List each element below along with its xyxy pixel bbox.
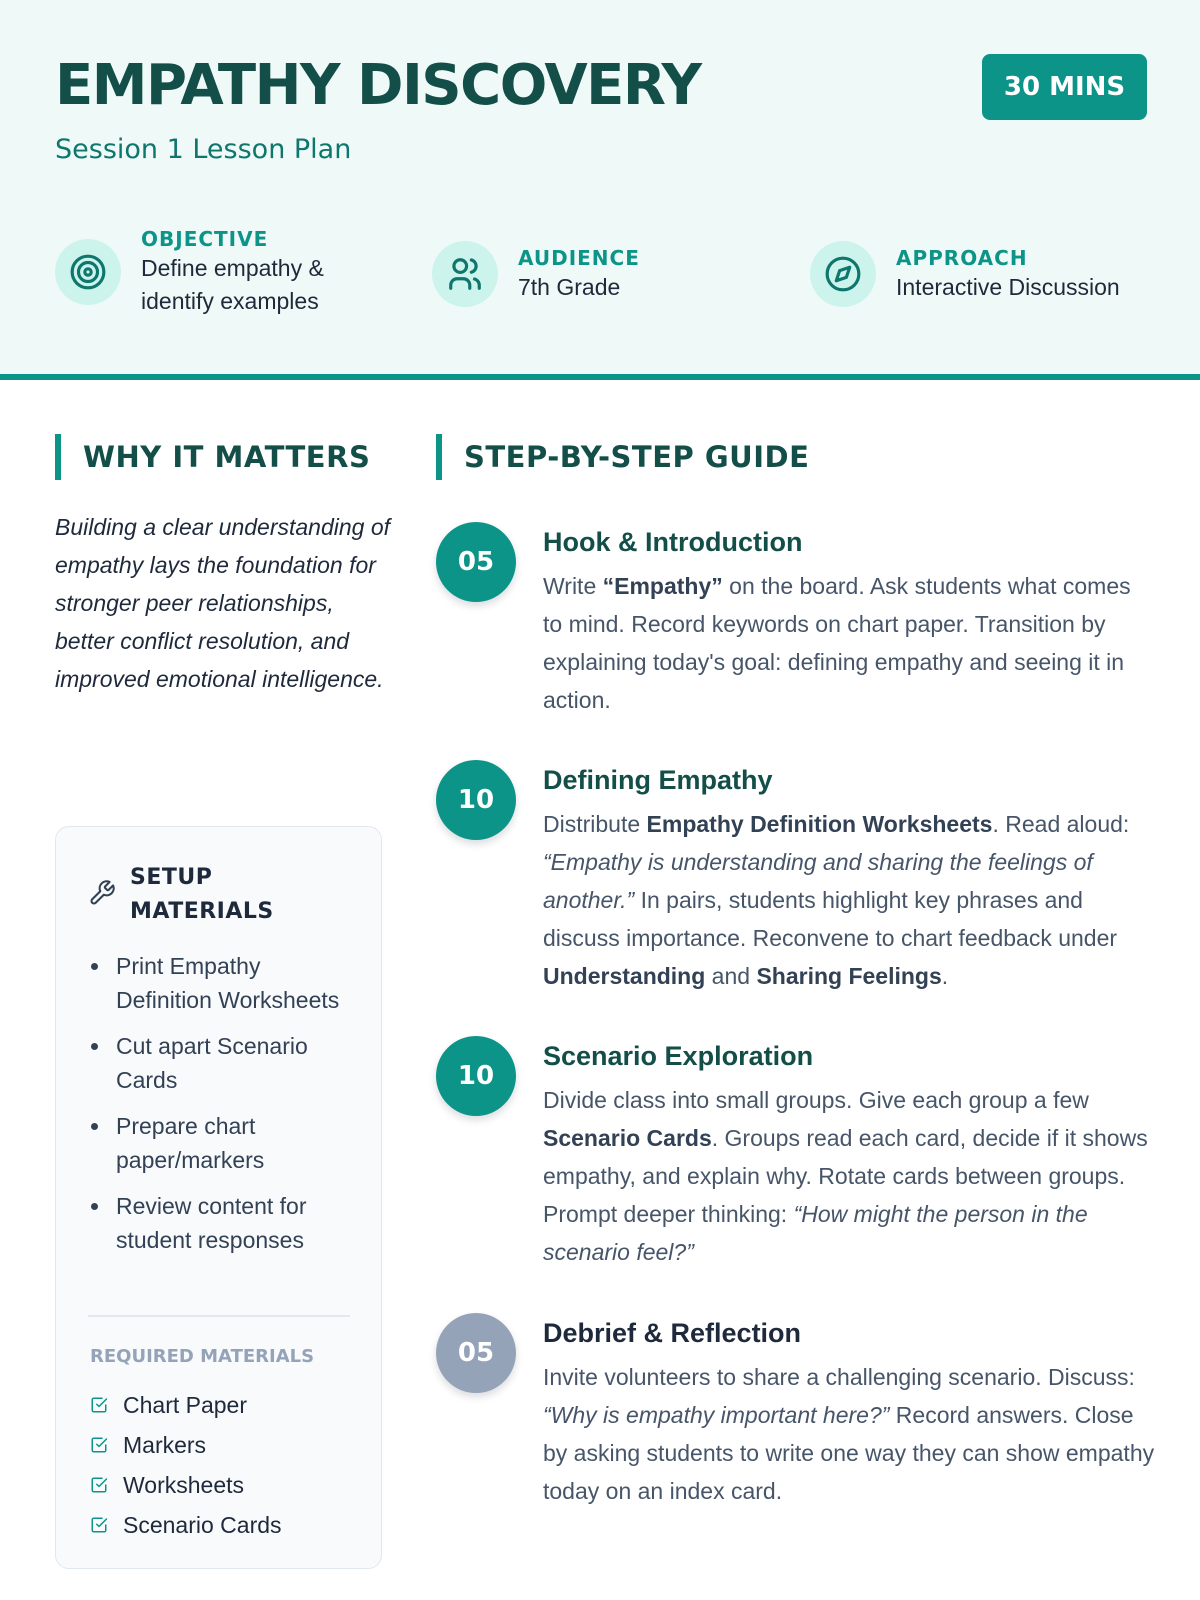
material-label: Worksheets: [123, 1471, 245, 1498]
checkbox-icon: [90, 1476, 108, 1494]
step-minutes-badge: 05: [436, 1313, 516, 1393]
meta-objective: [55, 226, 361, 318]
guide-heading: STEP-BY-STEP GUIDE: [436, 434, 809, 480]
required-materials-label: REQUIRED MATERIALS: [90, 1346, 315, 1367]
step-body: Write “Empathy” on the board. Ask students what comes to mind. Record keywords on chart paper. Transition by explaining today's goal: defining empathy and seeing it in action.: [543, 573, 1131, 713]
users-icon: [432, 241, 498, 307]
meta-label: OBJECTIVE: [141, 227, 269, 251]
wrench-icon: [88, 879, 130, 912]
meta-label: AUDIENCE: [518, 245, 640, 270]
page-title: EMPATHY DISCOVERY: [55, 53, 701, 118]
step-minutes-badge: 05: [436, 522, 516, 602]
why-heading: WHY IT MATTERS: [55, 434, 370, 480]
why-text: Building a clear understanding of empathy lays the foundation for stronger peer relationships, better conflict resolution, and improved emotional intelligence.: [55, 514, 391, 692]
meta-value: Define empathy & identify examples: [141, 255, 324, 314]
setup-title: SETUP MATERIALS: [130, 865, 274, 924]
list-item: [90, 1465, 282, 1505]
required-materials-list: [90, 1385, 282, 1545]
page-subtitle: Session 1 Lesson Plan: [55, 134, 352, 165]
step-title: Debrief & Reflection: [543, 1318, 802, 1348]
list-item: Prepare chart paper/markers: [116, 1109, 356, 1177]
meta-audience: [432, 241, 640, 307]
step-minutes-badge: 10: [436, 1036, 516, 1116]
checkbox-icon: [90, 1436, 108, 1454]
target-icon: [55, 239, 121, 305]
material-label: Markers: [123, 1431, 207, 1458]
step-body: Distribute Empathy Definition Worksheets. Read aloud: “Empathy is understanding and sharing the feelings of another.” In pairs, students highlight key phrases and discuss importance. Reconvene to chart feedback under Understanding and Sharing Feelings.: [543, 811, 1130, 989]
list-item: Cut apart Scenario Cards: [116, 1029, 356, 1097]
step-title: Hook & Introduction: [543, 527, 803, 557]
step-title: Scenario Exploration: [543, 1041, 814, 1071]
compass-icon: [810, 241, 876, 307]
list-item: Print Empathy Definition Worksheets: [116, 949, 356, 1017]
lesson-header: [0, 0, 1200, 380]
list-item: [90, 1505, 282, 1545]
list-item: [90, 1385, 282, 1425]
meta-value: Interactive Discussion: [896, 273, 1120, 300]
step-minutes-badge: 10: [436, 760, 516, 840]
meta-approach: [810, 241, 1120, 307]
meta-label: APPROACH: [896, 245, 1028, 270]
step-body: Invite volunteers to share a challenging scenario. Discuss: “Why is empathy important here?” Record answers. Close by asking students to write one way they can show empathy today on an index card.: [543, 1364, 1155, 1504]
step-title: Defining Empathy: [543, 765, 773, 795]
list-item: [90, 1425, 282, 1465]
checkbox-icon: [90, 1516, 108, 1534]
checkbox-icon: [90, 1396, 108, 1414]
material-label: Scenario Cards: [123, 1511, 282, 1538]
setup-list: [116, 949, 356, 1269]
list-item: Review content for student responses: [116, 1189, 356, 1257]
material-label: Chart Paper: [123, 1391, 248, 1418]
divider: [88, 1315, 350, 1317]
setup-card: [55, 826, 382, 1569]
step-body: Divide class into small groups. Give each group a few Scenario Cards. Groups read each card, decide if it shows empathy, and explain why. Rotate cards between groups. Prompt deeper thinking: “How might the person in the scenario feel?”: [543, 1087, 1148, 1265]
meta-value: 7th Grade: [518, 273, 621, 300]
duration-badge: 30 MINS: [982, 54, 1147, 120]
